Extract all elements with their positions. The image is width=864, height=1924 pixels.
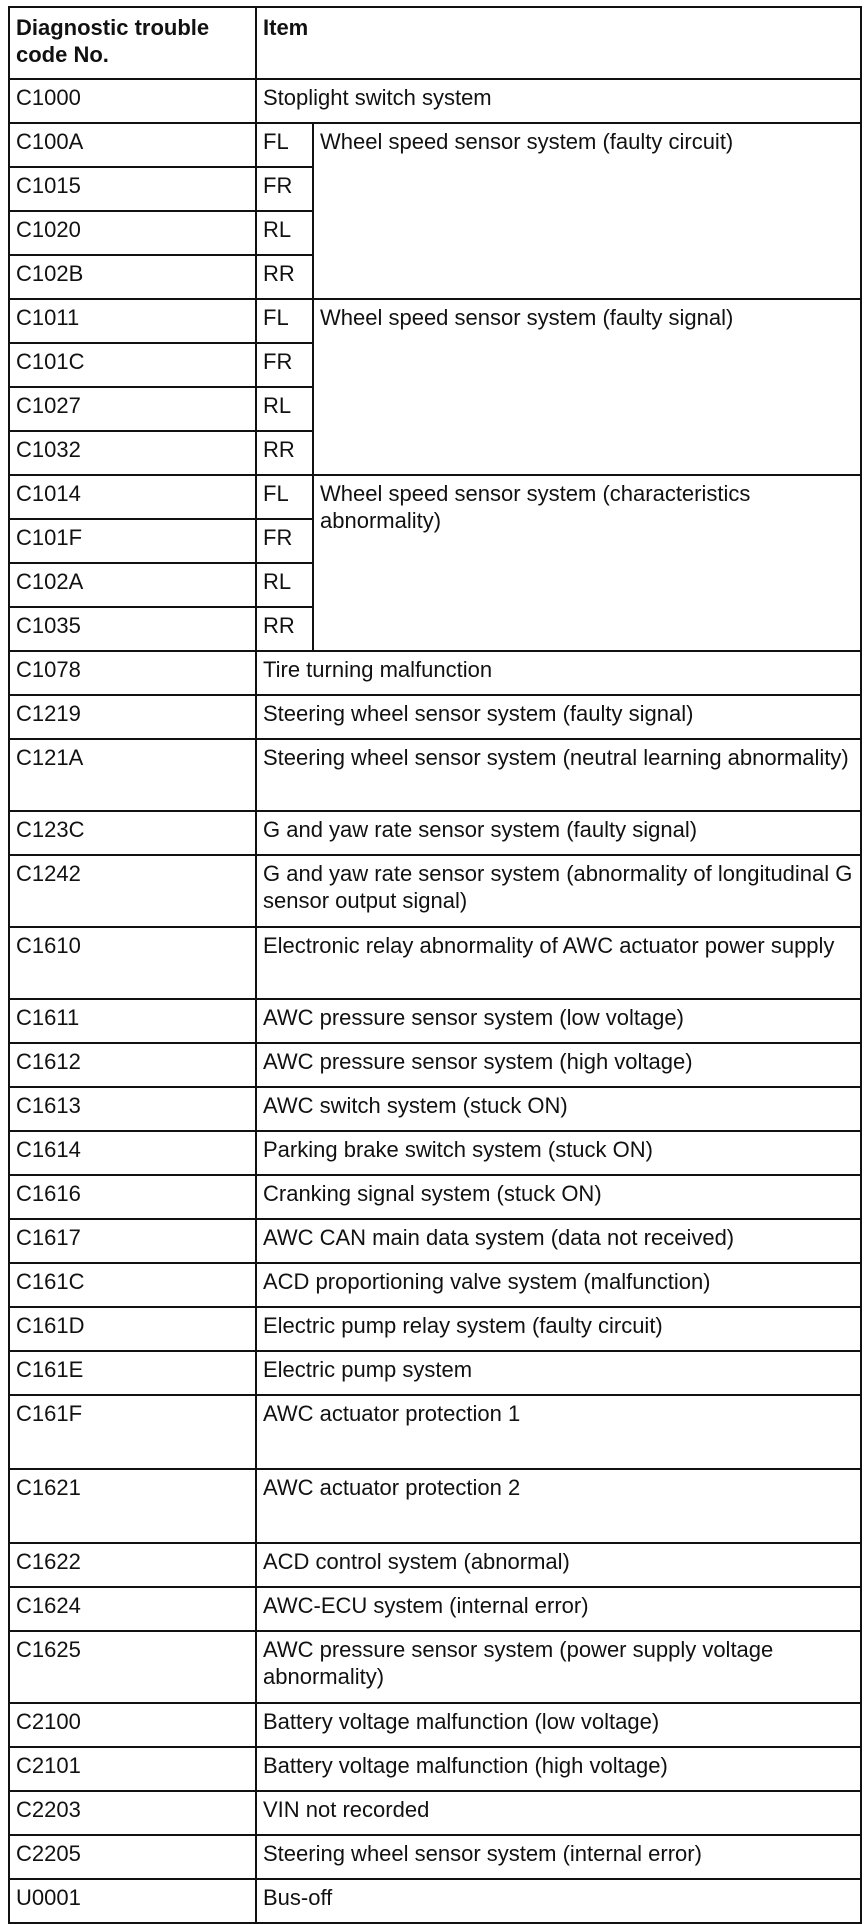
table-row xyxy=(9,927,861,999)
dtc-code: U0001 xyxy=(9,1879,256,1923)
dtc-code: C1622 xyxy=(9,1543,256,1587)
wheel-position: RR xyxy=(256,431,313,475)
wheel-position: FL xyxy=(256,475,313,519)
table-row xyxy=(9,855,861,927)
dtc-code: C101C xyxy=(9,343,256,387)
dtc-code: C161D xyxy=(9,1307,256,1351)
wheel-position: RL xyxy=(256,211,313,255)
dtc-item: Steering wheel sensor system (neutral learning abnormality) xyxy=(256,739,861,811)
table-row xyxy=(9,475,861,519)
dtc-item: AWC pressure sensor system (high voltage) xyxy=(256,1043,861,1087)
dtc-code: C1032 xyxy=(9,431,256,475)
dtc-code: C100A xyxy=(9,123,256,167)
table-row xyxy=(9,1791,861,1835)
dtc-code: C1625 xyxy=(9,1631,256,1703)
dtc-item: Wheel speed sensor system (faulty circuit) xyxy=(313,123,861,299)
table-row xyxy=(9,1307,861,1351)
table-row xyxy=(9,123,861,167)
dtc-code: C1219 xyxy=(9,695,256,739)
dtc-code: C1612 xyxy=(9,1043,256,1087)
dtc-code: C1035 xyxy=(9,607,256,651)
dtc-code: C161F xyxy=(9,1395,256,1469)
table-row xyxy=(9,1351,861,1395)
dtc-code: C1617 xyxy=(9,1219,256,1263)
dtc-item: ACD proportioning valve system (malfunction) xyxy=(256,1263,861,1307)
table-row xyxy=(9,79,861,123)
wheel-position: FR xyxy=(256,343,313,387)
table-row xyxy=(9,999,861,1043)
dtc-code: C2101 xyxy=(9,1747,256,1791)
dtc-code: C1015 xyxy=(9,167,256,211)
dtc-code: C123C xyxy=(9,811,256,855)
dtc-item: Tire turning malfunction xyxy=(256,651,861,695)
dtc-code: C2100 xyxy=(9,1703,256,1747)
table-row xyxy=(9,1587,861,1631)
dtc-item: Steering wheel sensor system (faulty signal) xyxy=(256,695,861,739)
dtc-item: AWC actuator protection 1 xyxy=(256,1395,861,1469)
dtc-code: C1078 xyxy=(9,651,256,695)
dtc-item: Parking brake switch system (stuck ON) xyxy=(256,1131,861,1175)
table-row xyxy=(9,1395,861,1469)
table-row xyxy=(9,299,861,343)
dtc-item: AWC-ECU system (internal error) xyxy=(256,1587,861,1631)
dtc-item: AWC pressure sensor system (power supply voltage abnormality) xyxy=(256,1631,861,1703)
table-row xyxy=(9,1747,861,1791)
dtc-item: Electronic relay abnormality of AWC actuator power supply xyxy=(256,927,861,999)
dtc-code: C102B xyxy=(9,255,256,299)
dtc-item: Battery voltage malfunction (high voltage) xyxy=(256,1747,861,1791)
dtc-item: AWC CAN main data system (data not received) xyxy=(256,1219,861,1263)
dtc-item: Wheel speed sensor system (characteristics abnormality) xyxy=(313,475,861,651)
table-row xyxy=(9,1703,861,1747)
dtc-table xyxy=(8,6,862,1924)
dtc-code: C1621 xyxy=(9,1469,256,1543)
dtc-code: C1011 xyxy=(9,299,256,343)
table-row xyxy=(9,1131,861,1175)
dtc-item: Steering wheel sensor system (internal error) xyxy=(256,1835,861,1879)
dtc-code: C1614 xyxy=(9,1131,256,1175)
table-row xyxy=(9,1263,861,1307)
table-row xyxy=(9,1835,861,1879)
table-row xyxy=(9,1543,861,1587)
table-row xyxy=(9,1469,861,1543)
table-row xyxy=(9,651,861,695)
dtc-item: Electric pump relay system (faulty circuit) xyxy=(256,1307,861,1351)
wheel-position: RR xyxy=(256,255,313,299)
table-row xyxy=(9,811,861,855)
dtc-code: C161E xyxy=(9,1351,256,1395)
dtc-item: ACD control system (abnormal) xyxy=(256,1543,861,1587)
header-row xyxy=(9,7,861,79)
dtc-item: AWC switch system (stuck ON) xyxy=(256,1087,861,1131)
dtc-item: Battery voltage malfunction (low voltage) xyxy=(256,1703,861,1747)
table-row xyxy=(9,1175,861,1219)
dtc-item: Stoplight switch system xyxy=(256,79,861,123)
dtc-item: G and yaw rate sensor system (abnormality of longitudinal G sensor output signal) xyxy=(256,855,861,927)
dtc-item: G and yaw rate sensor system (faulty signal) xyxy=(256,811,861,855)
header-code: Diagnostic trouble code No. xyxy=(9,7,256,79)
dtc-code: C2203 xyxy=(9,1791,256,1835)
dtc-code: C1611 xyxy=(9,999,256,1043)
table-row xyxy=(9,1087,861,1131)
dtc-code: C1613 xyxy=(9,1087,256,1131)
table-row xyxy=(9,1043,861,1087)
dtc-item: AWC pressure sensor system (low voltage) xyxy=(256,999,861,1043)
table-row xyxy=(9,739,861,811)
dtc-item: AWC actuator protection 2 xyxy=(256,1469,861,1543)
dtc-code: C1610 xyxy=(9,927,256,999)
dtc-code: C1624 xyxy=(9,1587,256,1631)
dtc-code: C1000 xyxy=(9,79,256,123)
wheel-position: FR xyxy=(256,519,313,563)
dtc-code: C161C xyxy=(9,1263,256,1307)
dtc-item: VIN not recorded xyxy=(256,1791,861,1835)
dtc-code: C121A xyxy=(9,739,256,811)
dtc-code: C1027 xyxy=(9,387,256,431)
table-row xyxy=(9,695,861,739)
dtc-code: C1616 xyxy=(9,1175,256,1219)
table-row xyxy=(9,1631,861,1703)
wheel-position: RR xyxy=(256,607,313,651)
header-item: Item xyxy=(256,7,861,79)
wheel-position: FR xyxy=(256,167,313,211)
table-row xyxy=(9,1219,861,1263)
dtc-code: C2205 xyxy=(9,1835,256,1879)
dtc-code: C1020 xyxy=(9,211,256,255)
dtc-item: Electric pump system xyxy=(256,1351,861,1395)
dtc-item: Cranking signal system (stuck ON) xyxy=(256,1175,861,1219)
wheel-position: FL xyxy=(256,123,313,167)
dtc-code: C102A xyxy=(9,563,256,607)
wheel-position: FL xyxy=(256,299,313,343)
wheel-position: RL xyxy=(256,387,313,431)
dtc-code: C101F xyxy=(9,519,256,563)
table-row xyxy=(9,1879,861,1923)
dtc-code: C1242 xyxy=(9,855,256,927)
dtc-item: Wheel speed sensor system (faulty signal) xyxy=(313,299,861,475)
wheel-position: RL xyxy=(256,563,313,607)
dtc-code: C1014 xyxy=(9,475,256,519)
dtc-item: Bus-off xyxy=(256,1879,861,1923)
